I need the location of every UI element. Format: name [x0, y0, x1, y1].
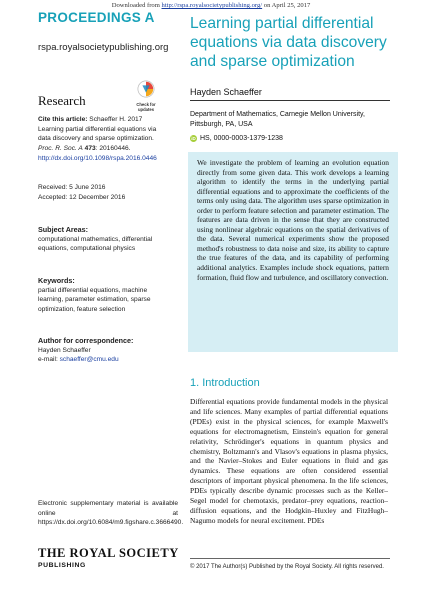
- abstract-box: We investigate the problem of learning an evolution equation directly from some given data. This work develops a learning algorithm to identify the terms in the underlying partial differential equations and to approximate the coefficients of the terms only using data. The algorithm uses sparse optimization in order to perform feature selection and parameter estimation. The features are data driven in the sense that they are constructed using nonlinear algebraic equations on the spatial derivatives of the data. Several numerical experiments show the proposed method's robustness to data noise and size, its ability to capture the true features of the data, and its capability of performing additional analytics. Examples include shock equations, pattern formation, fluid flow and turbulence, and oscillatory convection.: [188, 152, 398, 352]
- keywords-block: Keywords: partial differential equations, machine learning, parameter estimation, sparse optimization, feature selection: [38, 276, 151, 314]
- check-for-updates-badge[interactable]: [133, 80, 159, 113]
- article-doi-link[interactable]: http://dx.doi.org/10.1098/rspa.2016.0446: [38, 154, 157, 162]
- introduction-text: Differential equations provide fundamental models in the physical and life sciences. Many examples of partial differential equations (PDEs) exist in the physical sciences, for example Maxwell's equations for electromagnetism, Einstein's equation for general relativity, Schrödinger's equations in quantum physics and chemistry, Boltzmann's and Vlasov's equations in plasma physics, and the Navier–Stokes and Euler equations in fluid and gas dynamics. These equations are often considered essential descriptors of important physical phenomena. In the life sciences, PDEs typically describe dynamic processes such as the Keller–Segel model for chemotaxis, predator–prey equations, reaction–diffusion equations, and the Hodgkin–Huxley and FitzHugh–Nagumo models for neural excitement. PDEs: [190, 397, 388, 525]
- citation-block: Cite this article: Schaeffer H. 2017 Learning partial differential equations via data discovery and sparse optimization. Proc. R. Soc. A 473: 20160446. http://dx.doi.org/10.1098/rspa.2016.0446: [38, 116, 157, 162]
- publisher-logo: THE ROYAL SOCIETY: [38, 546, 179, 560]
- copyright-note: © 2017 The Author(s) Published by the Royal Society. All rights reserved.: [190, 564, 384, 570]
- copyright-divider: [190, 558, 390, 559]
- author-email-link[interactable]: schaeffer@cmu.edu: [59, 356, 119, 364]
- author-affiliation: Department of Mathematics, Carnegie Mellon University, Pittsburgh, PA, USA: [190, 111, 365, 128]
- article-author: Hayden Schaeffer: [190, 87, 262, 97]
- section-heading: 1. Introduction: [190, 377, 260, 389]
- orcid-icon: iD: [191, 136, 196, 141]
- article-section: Research: [38, 93, 86, 108]
- supplementary-note: Electronic supplementary material is available online at https://dx.doi.org/10.6084/m9.figshare.c.3666490.: [38, 500, 184, 527]
- subject-areas: Subject Areas: computational mathematics, differential equations, computational physics: [38, 225, 153, 253]
- divider: [190, 100, 390, 101]
- journal-site[interactable]: rspa.royalsocietypublishing.org: [38, 42, 169, 53]
- download-link[interactable]: http://rspa.royalsocietypublishing.org/: [161, 2, 263, 9]
- check-for-updates-icon: [137, 80, 155, 98]
- dates-block: Received: 5 June 2016 Accepted: 12 December 2016: [38, 184, 126, 201]
- journal-name: PROCEEDINGS A: [38, 10, 155, 25]
- orcid-line[interactable]: iD HS, 0000-0003-1379-1238: [191, 135, 283, 142]
- badge-label: Check for updates: [136, 102, 156, 112]
- supplementary-link[interactable]: https://dx.doi.org/10.6084/m9.figshare.c.3666490: [38, 519, 182, 527]
- download-note: Downloaded from http://rspa.royalsocietypublishing.org/ on April 25, 2017: [111, 2, 311, 9]
- publisher-sub: PUBLISHING: [38, 562, 86, 569]
- article-title: Learning partial differential equations via data discovery and sparse optimization: [190, 15, 387, 70]
- correspondence-block: Author for correspondence: Hayden Schaeffer e-mail: schaeffer@cmu.edu: [38, 336, 134, 364]
